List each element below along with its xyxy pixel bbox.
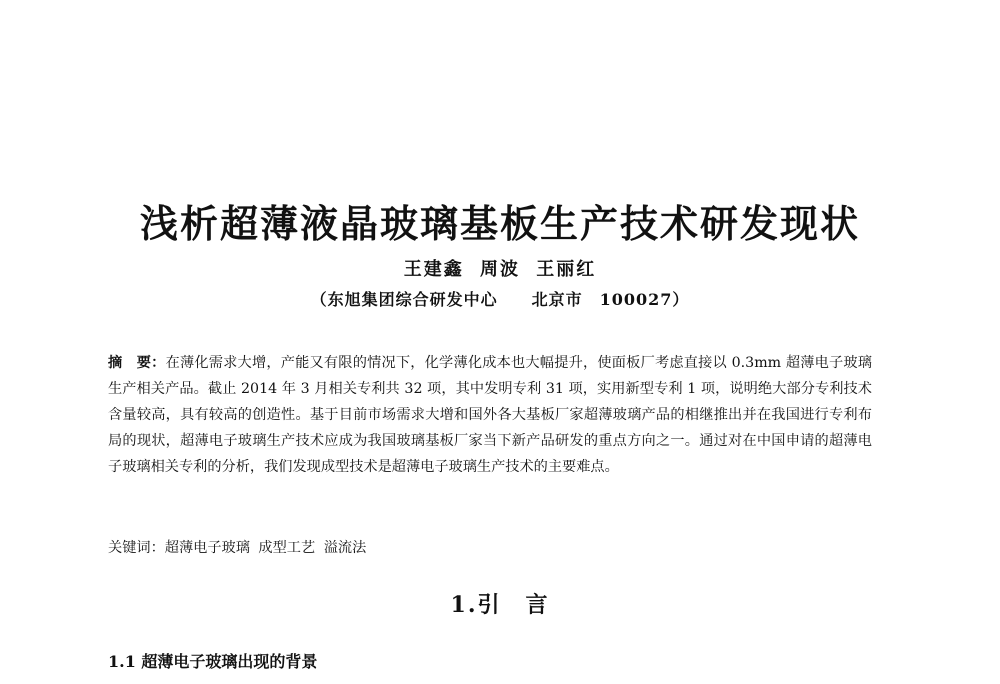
keyword: 超薄电子玻璃 — [164, 540, 250, 556]
keywords — [108, 535, 872, 561]
keyword: 溢流法 — [323, 540, 367, 556]
author-list — [0, 257, 1000, 283]
abstract-label: 摘 要： — [108, 355, 166, 371]
paper-title: 浅析超薄液晶玻璃基板生产技术研发现状 — [139, 202, 860, 246]
affiliation: （东旭集团综合研发中心 北京市 100027） — [310, 290, 690, 309]
author-name: 周波 — [480, 259, 520, 280]
abstract — [108, 350, 872, 480]
author-name: 王建鑫 — [403, 259, 464, 280]
keywords-label: 关键词： — [108, 540, 165, 556]
keyword: 成型工艺 — [258, 540, 316, 556]
subsection-heading: 1.1 超薄电子玻璃出现的背景 — [108, 652, 318, 671]
author-name: 王丽红 — [536, 259, 597, 280]
section-heading: 1.引 言 — [450, 592, 550, 618]
abstract-text: 在薄化需求大增，产能又有限的情况下，化学薄化成本也大幅提升，使面板厂考虑直接以 0.3mm 超薄电子玻璃生产相关产品。截止 2014 年 3 月相关专利共 32 项，其中发明专利 31 项，实用新型专利 1 项，说明绝大部分专利技术含量较高，具有较高的创造性。基于目前市场需求大增和国外各大基板厂家超薄玻璃产品的相继推出并在我国进行专利布局的现状，超薄电子玻璃生产技术应成为我国玻璃基板厂家当下新产品研发的重点方向之一。通过对在中国申请的超薄电子玻璃相关专利的分析，我们发现成型技术是超薄电子玻璃生产技术的主要难点。 — [108, 355, 872, 475]
